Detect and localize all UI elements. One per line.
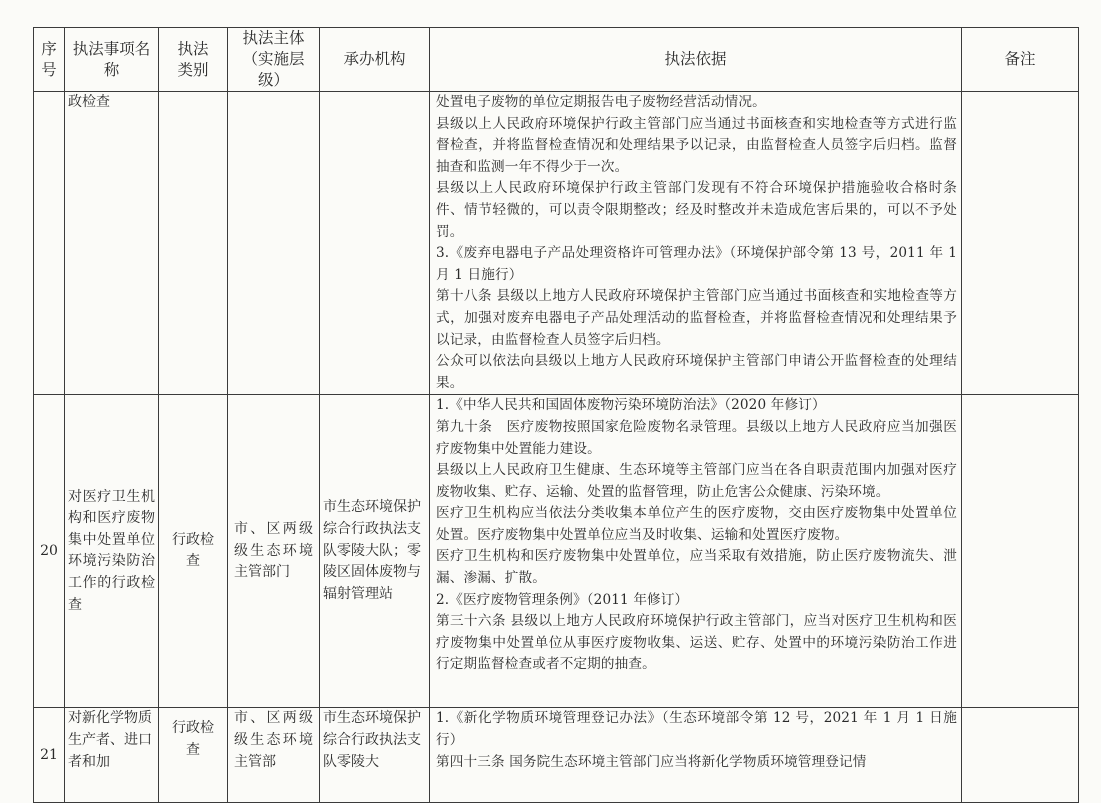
- basis-paragraph: 3.《废弃电器电子产品处理资格许可管理办法》（环境保护部令第 13 号，2011 年 1 月 1 日施行）: [436, 245, 957, 283]
- header-org: 承办机构: [320, 28, 430, 92]
- row-type: 行政检查: [159, 708, 228, 803]
- basis-paragraph: 1.《中华人民共和国固体废物污染环境防治法》（2020 年修订）: [436, 397, 826, 414]
- basis-paragraph: 第十八条 县级以上地方人民政府环境保护主管部门应当通过书面核查和实地检查等方式，加强对废弃电器电子产品处理活动的监督检查，并将监督检查情况和处理结果予以记录，由监督检查人员签字后归档。: [436, 288, 957, 348]
- table-row: [34, 395, 1079, 708]
- row-basis: [430, 395, 962, 708]
- row-item: 政检查: [65, 92, 159, 395]
- row-note: [962, 708, 1079, 803]
- row-subject: [228, 92, 320, 395]
- header-note: 备注: [962, 28, 1079, 92]
- basis-paragraph: 2.《医疗废物管理条例》（2011 年修订）: [436, 591, 689, 608]
- basis-paragraph: 医疗卫生机构应当依法分类收集本单位产生的医疗废物，交由医疗废物集中处置单位处置。医疗废物集中处置单位应当及时收集、运输和处置医疗废物。: [436, 505, 957, 543]
- header-type: 执法类别: [159, 28, 228, 92]
- basis-paragraph: 第四十三条 国务院生态环境主管部门应当将新化学物质环境管理登记情: [436, 753, 867, 770]
- row-note: [962, 92, 1079, 395]
- basis-paragraph: 1.《新化学物质环境管理登记办法》（生态环境部令第 12 号，2021 年 1 月 1 日施行）: [436, 710, 957, 748]
- enforcement-table: [33, 27, 1079, 803]
- basis-paragraph: 第九十条 医疗废物按照国家危险废物名录管理。县级以上地方人民政府应当加强医疗废物集中处置能力建设。: [436, 418, 957, 457]
- header-basis: 执法依据: [430, 28, 962, 92]
- basis-paragraph: 县级以上人民政府卫生健康、生态环境等主管部门应当在各自职责范围内加强对医疗废物收集、贮存、运输、处置的监督管理，防止危害公众健康、污染环境。: [436, 462, 957, 500]
- row-no: 21: [34, 708, 65, 803]
- row-subject: 市、区两级级生态环境主管部: [228, 708, 320, 803]
- row-org: [320, 92, 430, 395]
- basis-paragraph: 县级以上人民政府环境保护行政主管部门发现有不符合环境保护措施验收合格时条件、情节轻微的，可以责令限期整改；经及时整改并未造成危害后果的，可以不予处罚。: [436, 180, 957, 240]
- row-type: 行政检查: [159, 395, 228, 708]
- header-no: 序号: [34, 28, 65, 92]
- row-org: 市生态环境保护综合行政执法支队零陵大: [320, 708, 430, 803]
- row-note: [962, 395, 1079, 708]
- row-subject: 市、区两级级生态环境主管部门: [228, 395, 320, 708]
- header-row: [34, 28, 1079, 92]
- basis-paragraph: 县级以上人民政府环境保护行政主管部门应当通过书面核查和实地检查等方式进行监督检查，并将监督检查情况和处理结果予以记录，由监督检查人员签字后归档。监督抽查和监测一年不得少于一次。: [436, 115, 957, 175]
- row-item: 对新化学物质生产者、进口者和加: [65, 708, 159, 803]
- row-no: [34, 92, 65, 395]
- basis-paragraph: 第三十六条 县级以上地方人民政府环境保护行政主管部门，应当对医疗卫生机构和医疗废物集中处置单位从事医疗废物收集、运送、贮存、处置中的环境污染防治工作进行定期监督检查或者不定期的抽查。: [436, 613, 957, 673]
- row-org: 市生态环境保护综合行政执法支队零陵大队；零陵区固体废物与辐射管理站: [320, 395, 430, 708]
- basis-paragraph: 医疗卫生机构和医疗废物集中处置单位，应当采取有效措施，防止医疗废物流失、泄漏、渗漏、扩散。: [436, 548, 957, 587]
- basis-paragraph: 公众可以依法向县级以上地方人民政府环境保护主管部门申请公开监督检查的处理结果。: [436, 353, 957, 391]
- row-type: [159, 92, 228, 395]
- row-item: 对医疗卫生机构和医疗废物集中处置单位环境污染防治工作的行政检查: [65, 395, 159, 708]
- row-basis: [430, 708, 962, 803]
- table-row: [34, 92, 1079, 395]
- row-basis: [430, 92, 962, 395]
- basis-paragraph: 处置电子废物的单位定期报告电子废物经营活动情况。: [436, 94, 766, 110]
- header-item: 执法事项名称: [65, 28, 159, 92]
- table-row: [34, 708, 1079, 803]
- row-no: 20: [34, 395, 65, 708]
- header-subject: 执法主体（实施层级）: [228, 28, 320, 92]
